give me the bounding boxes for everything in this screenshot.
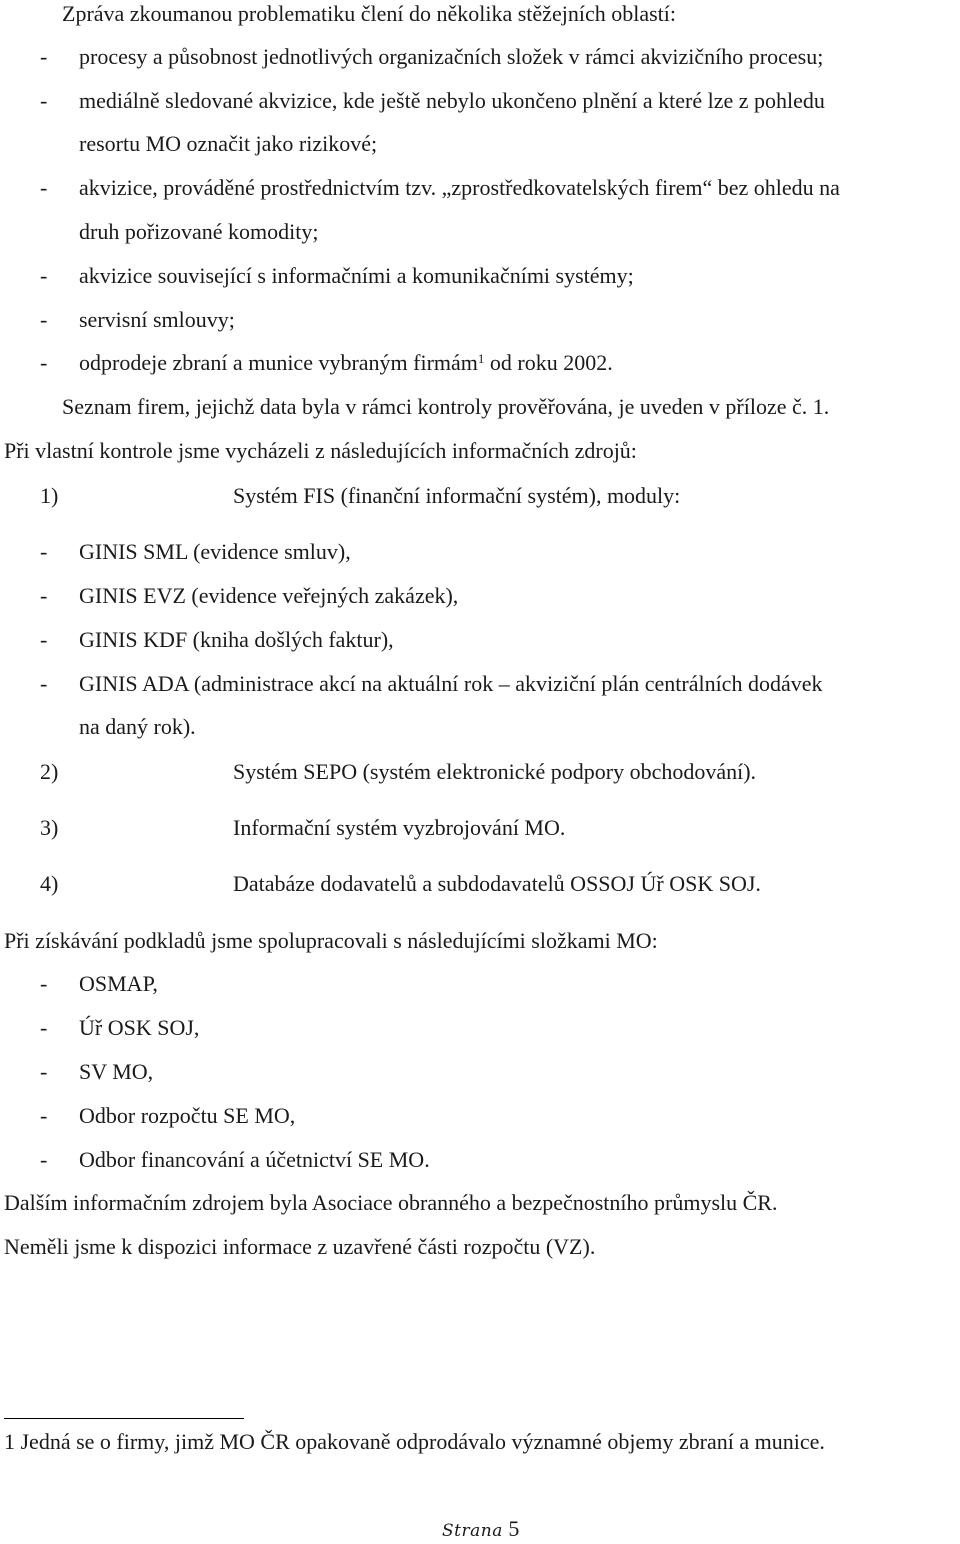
bullet-dash: - <box>40 1059 48 1084</box>
page-number <box>442 1516 519 1544</box>
list-item-continuation: resortu MO označit jako rizikové; <box>79 131 378 156</box>
list-item-text-end: od roku 2002. <box>489 350 613 375</box>
no-access-paragraph: Neměli jsme k dispozici informace z uzavřené části rozpočtu (VZ). <box>4 1234 596 1259</box>
module-item: GINIS ADA (administrace akcí na aktuální rok – akviziční plán centrálních dodávek <box>79 671 823 696</box>
bullet-dash: - <box>40 350 48 375</box>
module-item: GINIS SML (evidence smluv), <box>79 539 351 564</box>
list-item-continuation: druh pořizované komodity; <box>79 219 319 244</box>
bullet-dash: - <box>40 1147 48 1172</box>
bullet-dash: - <box>40 263 48 288</box>
bullet-dash: - <box>40 671 48 696</box>
bullet-dash: - <box>40 1103 48 1128</box>
source-number: 1) <box>40 483 59 508</box>
list-item: akvizice související s informačními a komunikačními systémy; <box>79 263 634 288</box>
footnote-separator <box>4 1418 244 1419</box>
footnote-reference[interactable]: 1 <box>477 351 485 366</box>
bullet-dash: - <box>40 627 48 652</box>
bullet-dash: - <box>40 539 48 564</box>
bullet-dash: - <box>40 44 48 69</box>
list-item: procesy a působnost jednotlivých organizačních složek v rámci akvizičního procesu; <box>79 44 824 69</box>
bullet-dash: - <box>40 175 48 200</box>
sources-intro: Při vlastní kontrole jsme vycházeli z následujících informačních zdrojů: <box>4 438 637 463</box>
firm-list-note: Seznam firem, jejichž data byla v rámci kontroly prověřována, je uveden v příloze č. 1. <box>62 394 830 419</box>
bullet-dash: - <box>40 307 48 332</box>
page-number-value: 5 <box>508 1516 520 1541</box>
source-text: Systém SEPO (systém elektronické podpory obchodování). <box>233 759 757 784</box>
bullet-dash: - <box>40 1015 48 1040</box>
source-text: Databáze dodavatelů a subdodavatelů OSSOJ Úř OSK SOJ. <box>233 871 761 896</box>
source-text: Informační systém vyzbrojování MO. <box>233 815 566 840</box>
bullet-dash: - <box>40 88 48 113</box>
footnote: 1 Jedná se o firmy, jimž MO ČR opakovaně odprodávalo významné objemy zbraní a munice. <box>4 1429 825 1454</box>
source-text: Systém FIS (finanční informační systém), moduly: <box>233 483 681 508</box>
unit-item: SV MO, <box>79 1059 154 1084</box>
list-item: servisní smlouvy; <box>79 307 235 332</box>
other-source-paragraph: Dalším informačním zdrojem byla Asociace obranného a bezpečnostního průmyslu ČR. <box>4 1190 778 1215</box>
cooperation-intro: Při získávání podkladů jsme spolupracovali s následujícími složkami MO: <box>4 928 658 953</box>
unit-item: Odbor financování a účetnictví SE MO. <box>79 1147 430 1172</box>
module-item: GINIS KDF (kniha došlých faktur), <box>79 627 394 652</box>
module-item-continuation: na daný rok). <box>79 714 196 739</box>
bullet-dash: - <box>40 583 48 608</box>
list-item: akvizice, prováděné prostřednictvím tzv. „zprostředkovatelských firem“ bez ohledu na <box>79 175 840 200</box>
bullet-dash: - <box>40 971 48 996</box>
source-number: 2) <box>40 759 59 784</box>
intro-paragraph: Zpráva zkoumanou problematiku člení do několika stěžejních oblastí: <box>62 1 676 26</box>
list-item <box>79 350 613 376</box>
unit-item: OSMAP, <box>79 971 158 996</box>
source-number: 4) <box>40 871 59 896</box>
source-number: 3) <box>40 815 59 840</box>
unit-item: Odbor rozpočtu SE MO, <box>79 1103 296 1128</box>
unit-item: Úř OSK SOJ, <box>79 1015 200 1040</box>
module-item: GINIS EVZ (evidence veřejných zakázek), <box>79 583 459 608</box>
list-item: mediálně sledované akvizice, kde ještě nebylo ukončeno plnění a které lze z pohledu <box>79 88 825 113</box>
page-label: Strana <box>442 1521 503 1541</box>
list-item-text: odprodeje zbraní a munice vybraným firmám <box>79 350 478 375</box>
